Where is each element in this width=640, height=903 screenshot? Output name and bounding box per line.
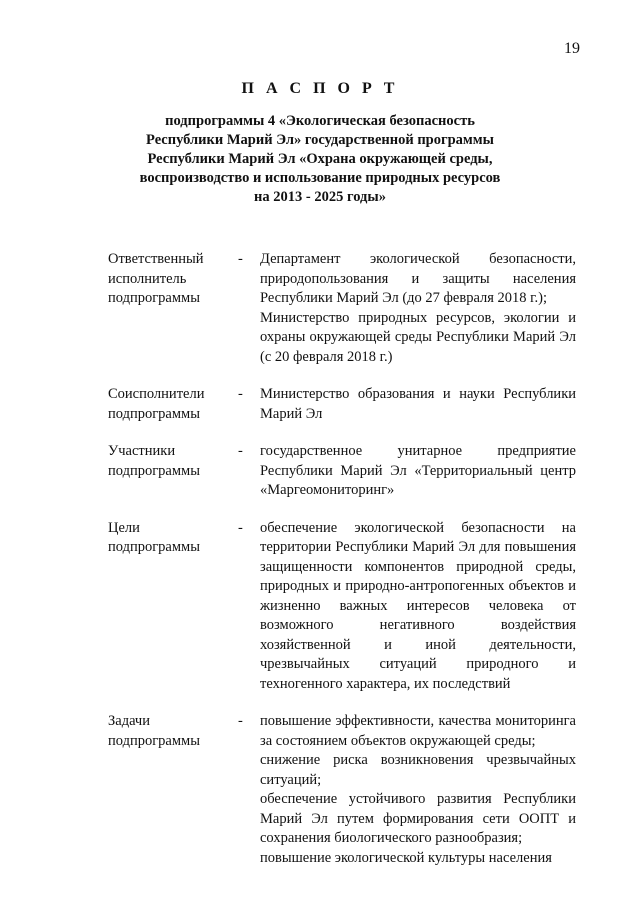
row-paragraph: обеспечение устойчивого развития Республики Марий Эл путем формирования сети ООПТ и сохранения биологического разнообразия; xyxy=(260,791,576,846)
subtitle-line: на 2013 - 2025 годы» xyxy=(254,189,386,205)
row-paragraph: обеспечение экологической безопасности на территории Республики Марий Эл для повышения защищенности компонентов природной среды, природных и природно-антропогенных объектов и жизненно важных интересов человека от возможного негативного воздействия хозяйственной и иной деятельности, чрезвычайных ситуаций природного и техногенного характера, их последствий xyxy=(260,519,576,692)
row-dash: - xyxy=(238,251,243,267)
passport-row-tasks xyxy=(108,712,576,868)
row-label-line: подпрограммы xyxy=(108,539,200,555)
page-number: 19 xyxy=(564,40,580,57)
row-dash: - xyxy=(238,386,243,402)
row-label-line: Соисполнители xyxy=(108,386,205,402)
row-dash: - xyxy=(238,713,243,729)
row-value xyxy=(260,250,576,367)
row-paragraph: снижение риска возникновения чрезвычайных ситуаций; xyxy=(260,752,576,788)
row-value xyxy=(260,385,576,424)
row-label xyxy=(108,712,238,751)
row-label xyxy=(108,385,238,424)
row-paragraph: Министерство природных ресурсов, экологии и охраны окружающей среды Республики Марий Эл (с 20 февраля 2018 г.) xyxy=(260,309,576,365)
row-label-line: Участники xyxy=(108,443,176,459)
row-label-line: подпрограммы xyxy=(108,732,200,749)
passport-row-co-executors xyxy=(108,385,576,424)
row-label-line: подпрограммы xyxy=(108,290,200,306)
row-label-line: подпрограммы xyxy=(108,462,200,479)
subtitle-line: Республики Марий Эл «Охрана окружающей среды, xyxy=(147,151,493,167)
row-label-line: Цели xyxy=(108,519,140,536)
document-subtitle xyxy=(0,112,640,207)
row-paragraph: Департамент экологической безопасности, природопользования и защиты населения Республики Марий Эл (до 27 февраля 2018 г.); xyxy=(260,251,576,306)
row-paragraph: повышение эффективности, качества мониторинга за состоянием объектов окружающей среды; xyxy=(260,713,576,749)
row-dash: - xyxy=(238,519,243,536)
row-label xyxy=(108,250,238,309)
passport-row-participants xyxy=(108,442,576,501)
passport-table xyxy=(108,250,576,868)
row-paragraph: Министерство образования и науки Республики Марий Эл xyxy=(260,386,576,422)
row-dash: - xyxy=(238,443,243,459)
row-value xyxy=(260,442,576,501)
row-label-line: Ответственный xyxy=(108,251,204,267)
row-paragraph: повышение экологической культуры населения xyxy=(260,849,552,866)
row-label-line: исполнитель xyxy=(108,270,187,287)
row-value xyxy=(260,712,576,868)
document-title: П А С П О Р Т xyxy=(241,80,399,97)
row-label xyxy=(108,519,238,558)
subtitle-line: Республики Марий Эл» государственной программы xyxy=(146,132,494,148)
subtitle-line: подпрограммы 4 «Экологическая безопасность xyxy=(165,113,475,129)
row-label xyxy=(108,442,238,481)
row-value xyxy=(260,519,576,695)
row-label-line: Задачи xyxy=(108,713,150,729)
row-paragraph: государственное унитарное предприятие Республики Марий Эл «Территориальный центр «Маргеомониторинг» xyxy=(260,443,576,498)
subtitle-line: воспроизводство и использование природных ресурсов xyxy=(139,170,501,186)
row-label-line: подпрограммы xyxy=(108,405,200,422)
passport-row-goals xyxy=(108,519,576,695)
passport-row-responsible xyxy=(108,250,576,367)
